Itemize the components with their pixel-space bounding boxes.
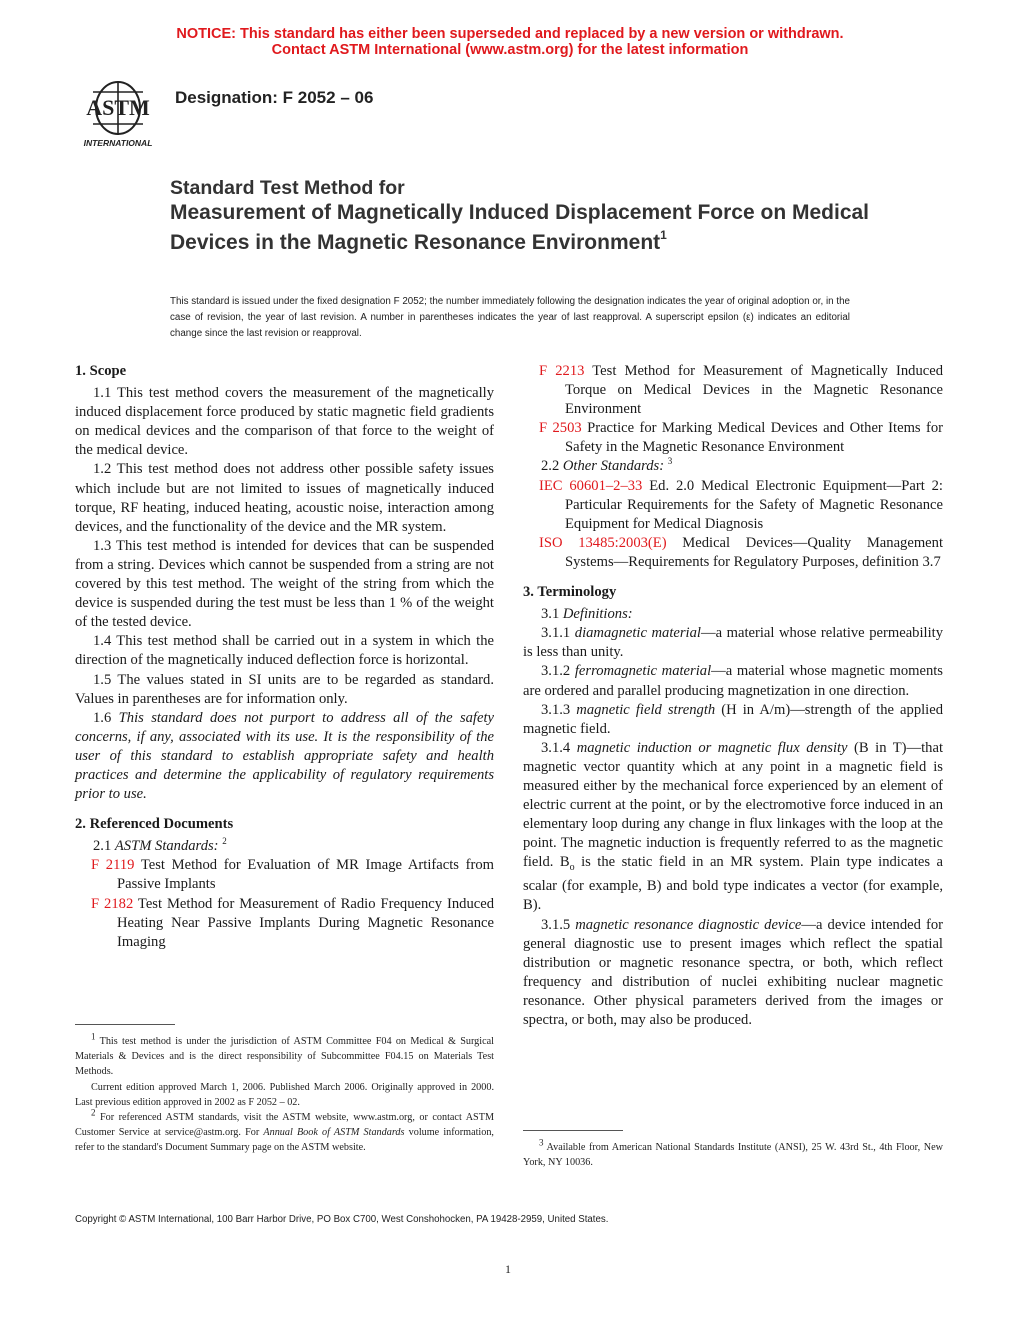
ref-link[interactable]: F 2182 <box>91 895 134 912</box>
astm-standards-label <box>75 837 494 856</box>
term-3-1-4 <box>523 739 943 916</box>
ref-text: Test Method for Measurement of Radio Frequency Induced Heating Near Passive Implants During Magnetic Resonance Imaging <box>117 895 494 950</box>
footnote-2-text-a: For referenced ASTM standards, visit the ASTM website, www.astm.org, or contact ASTM Customer Service at service@astm.org. For <box>75 1112 495 1139</box>
title-footnote-mark: 1 <box>660 228 667 242</box>
right-column <box>523 362 943 1030</box>
scope-p4: 1.4 This test method shall be carried out in a system in which the direction of the magnetically induced deflection force is horizontal. <box>75 633 494 669</box>
astm-label: ASTM Standards: <box>114 838 219 855</box>
footnote-2: 2 For referenced ASTM standards, visit the ASTM website, www.astm.org, or contact ASTM Customer Service at service@astm.org. For Annual Book of ASTM Standards volume information, refer to the standard's Document Summary page on the ASTM website. <box>75 1107 495 1154</box>
logo-text: ASTM <box>86 95 150 120</box>
term-text-2: is the static field in an MR system. Plain type indicates a scalar (for example, B) and bold type indicates a vector (for example, B). <box>523 854 943 914</box>
ref-link[interactable]: F 2213 <box>539 363 585 379</box>
issued-note: This standard is issued under the fixed designation F 2052; the number immediately following the designation indicates the year of original adoption or, in the case of revision, the year of last revision. A number in parentheses indicates the year of last reapproval. A superscript epsilon (ε) indicates an editorial change since the last revision or reapproval. <box>170 296 850 340</box>
footnote-1-text: This test method is under the jurisdiction of ASTM Committee F04 on Medical & Surgical Materials & Devices and is the direct responsibility of Subcommittee F04.15 on Materials Test Methods. <box>75 1036 494 1078</box>
logo-subtext: INTERNATIONAL <box>83 138 153 148</box>
term-name: magnetic field strength <box>576 701 716 718</box>
term-text: —a material whose magnetic moments are ordered and parallel producing magnetization in one direction. <box>523 663 943 699</box>
scope-p1: 1.1 This test method covers the measurement of the magnetically induced displacement force produced by static magnetic field gradients on medical devices and the comparison of that force to the weight of the medical device. <box>75 385 494 459</box>
ref-link[interactable]: IEC 60601–2–33 <box>539 477 643 494</box>
term-num: 3.1.3 <box>541 701 577 718</box>
astm-sup: 2 <box>222 836 227 847</box>
term-text: —a device intended for general diagnostic use to present images which reflect the spatial distribution or magnetic resonance spectra, or both, which reflect frequency and distribution of nuclei exhibiting nuclear magnetic resonance. Other physical parameters derived from the images or spectra, or both, may also be produced. <box>523 916 943 1028</box>
ref-item <box>539 534 943 572</box>
term-num: 3.1.4 <box>541 739 577 756</box>
other-num: 2.2 <box>541 458 563 475</box>
notice-line-2: Contact ASTM International (www.astm.org) for the latest information <box>271 42 749 58</box>
ref-item <box>539 477 943 534</box>
ref-item <box>539 419 943 457</box>
footnote-2-text-b: volume information, refer to the standard's Document Summary page on the ASTM website. <box>75 1127 494 1154</box>
scope-p6 <box>75 709 494 804</box>
title-line-1: Standard Test Method for <box>170 177 405 199</box>
term-paren: (H in A/m) <box>715 701 791 718</box>
scope-p5: 1.5 The values stated in SI units are to be regarded as standard. Values in parentheses are for information only. <box>75 671 494 707</box>
term-3-1-5 <box>523 916 943 1031</box>
term-name: ferromagnetic material <box>574 663 712 680</box>
def-num: 3.1 <box>541 606 563 623</box>
footnote-3: 3 Available from American National Standards Institute (ANSI), 25 W. 43rd St., 4th Floor, New York, NY 10036. <box>523 1137 943 1169</box>
other-label: Other Standards: <box>562 458 665 475</box>
term-num: 3.1.2 <box>541 663 575 680</box>
footnotes-left <box>75 1031 495 1156</box>
ref-item <box>539 362 943 419</box>
footnote-rule-right <box>523 1130 623 1131</box>
ref-item <box>91 856 494 894</box>
left-column <box>75 362 494 952</box>
ref-link[interactable]: F 2503 <box>539 420 582 437</box>
footnote-2-italic: Annual Book of ASTM Standards <box>263 1127 405 1139</box>
ref-text: Medical Devices—Quality Management Systems—Requirements for Regulatory Purposes, definition 3.7 <box>565 534 944 570</box>
designation: Designation: F 2052 – 06 <box>175 88 374 107</box>
ref-text: Practice for Marking Medical Devices and Other Items for Safety in the Magnetic Resonance Environment <box>565 420 944 456</box>
definitions-label <box>523 605 943 624</box>
term-name: diamagnetic material <box>574 625 701 642</box>
term-subscript: o <box>569 862 575 874</box>
ref-text: Ed. 2.0 Medical Electronic Equipment—Part 2: Particular Requirements for the Safety of Magnetic Resonance Equipment for Medical Diagnosis <box>565 477 943 532</box>
term-3-1-1 <box>523 624 943 662</box>
scope-p2: 1.2 This test method does not address other possible safety issues which include but are not limited to issues of magnetically induced torque, RF heating, induced heating, acoustic noise, interaction among devices, and the functionality of the device and the MR system. <box>75 461 494 535</box>
document-title <box>170 176 870 255</box>
astm-num: 2.1 <box>93 838 115 855</box>
footnote-1: 1 This test method is under the jurisdiction of ASTM Committee F04 on Medical & Surgical Materials & Devices and is the direct responsibility of Subcommittee F04.15 on Materials Test Methods. <box>75 1031 494 1078</box>
term-num: 3.1.5 <box>541 916 576 933</box>
scope-p3: 1.3 This test method is intended for devices that can be suspended from a string. Devices which cannot be suspended from a string are not covered by this test method. The weight of the string from which the device is suspended during the test must be less than 1 % of the weight of the tested device. <box>75 537 494 631</box>
term-name: magnetic induction or magnetic flux density <box>576 739 848 756</box>
footnote-1b: Current edition approved March 1, 2006. Published March 2006. Originally approved in 2000. Last previous edition approved in 2002 as F 2052 – 02. <box>75 1081 494 1108</box>
term-3-1-3 <box>523 701 943 739</box>
other-standards-label <box>523 457 943 476</box>
copyright: Copyright © ASTM International, 100 Barr Harbor Drive, PO Box C700, West Conshohocken, PA 19428-2959, United States. <box>75 1214 609 1225</box>
withdrawal-notice <box>60 26 960 58</box>
term-text: —strength of the applied magnetic field. <box>523 701 944 737</box>
ref-text: Test Method for Evaluation of MR Image Artifacts from Passive Implants <box>117 857 494 893</box>
def-label: Definitions: <box>562 606 633 623</box>
scope-heading: 1. Scope <box>75 363 127 379</box>
title-main <box>170 200 870 255</box>
astm-logo <box>76 78 160 150</box>
other-sup: 3 <box>667 456 673 467</box>
notice-line-1: NOTICE: This standard has either been superseded and replaced by a new version or withdrawn. <box>176 26 844 42</box>
terminology-heading: 3. Terminology <box>523 584 617 601</box>
term-text: —a material whose relative permeability is less than unity. <box>523 625 943 661</box>
title-main-text: Measurement of Magnetically Induced Displacement Force on Medical Devices in the Magnetic Resonance Environment <box>170 201 870 254</box>
page-number: 1 <box>505 1262 511 1276</box>
term-num: 3.1.1 <box>541 625 575 642</box>
term-3-1-2 <box>523 662 943 700</box>
referenced-heading: 2. Referenced Documents <box>75 816 234 833</box>
footnote-3-text: Available from American National Standards Institute (ANSI), 25 W. 43rd St., 4th Floor, New York, NY 10036. <box>523 1142 943 1169</box>
scope-p6-text: This standard does not purport to address all of the safety concerns, if any, associated with its use. It is the responsibility of the user of this standard to establish appropriate safety and health practices and determine the applicability of regulatory requirements prior to use. <box>75 709 494 803</box>
term-text: —that magnetic vector quantity which at any point in a magnetic field is measured either by the mechanical force experienced by an element of electric current at the point, or by the electromotive force induced in an elementary loop during any change in flux linkages with the loop at the point. The magnetic induction is frequently referred to as the magnetic field. B <box>523 739 944 871</box>
footnote-rule-left <box>75 1024 175 1025</box>
term-name: magnetic resonance diagnostic device <box>575 916 802 933</box>
ref-text: Test Method for Measurement of Magnetically Induced Torque on Medical Devices in the Magnetic Resonance Environment <box>565 363 943 418</box>
term-paren: (B in T) <box>847 739 907 756</box>
ref-item <box>91 895 494 952</box>
ref-link[interactable]: F 2119 <box>91 857 135 874</box>
footnotes-right <box>523 1137 943 1170</box>
scope-p6-num: 1.6 <box>93 709 119 726</box>
ref-link[interactable]: ISO 13485:2003(E) <box>539 534 667 551</box>
